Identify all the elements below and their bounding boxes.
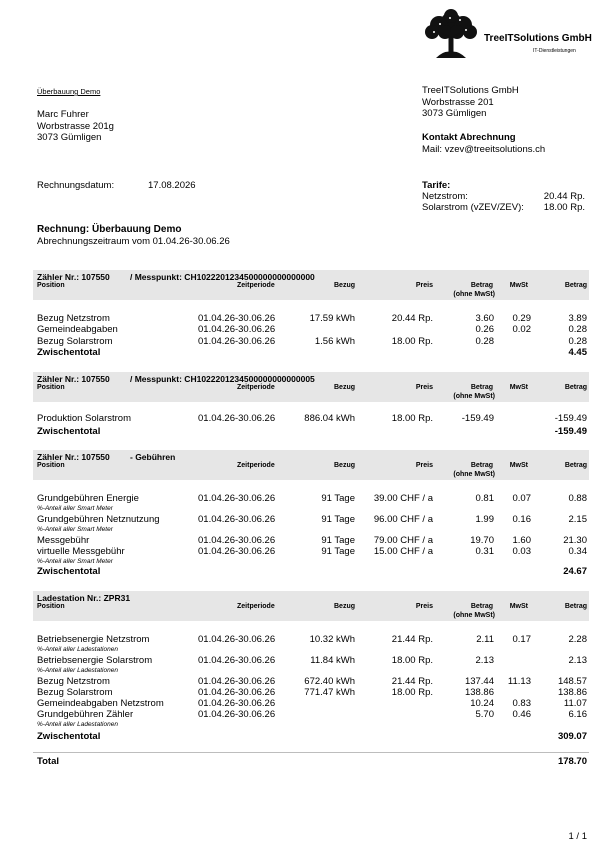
cell-per: 01.04.26-30.06.26 <box>198 514 276 525</box>
total-value: 178.70 <box>557 756 587 767</box>
cell-bet: 138.86 <box>464 687 494 698</box>
date-value: 17.08.2026 <box>148 180 196 191</box>
cell-mwst: 0.16 <box>512 514 531 525</box>
column-header-amount: Betrag <box>470 384 493 391</box>
cell-pre: 39.00 CHF / a <box>373 493 433 504</box>
cell-pos: Messgebühr <box>37 535 90 546</box>
cell-pos: Bezug Solarstrom <box>37 687 113 698</box>
cell-per: 01.04.26-30.06.26 <box>198 535 276 546</box>
subtotal-value: 309.07 <box>557 731 587 742</box>
column-header-period: Zeitperiode <box>237 384 275 391</box>
cell-mwst: 0.17 <box>512 634 531 645</box>
cell-tot: 2.15 <box>568 514 587 525</box>
cell-mwst: 0.03 <box>512 546 531 557</box>
cell-bez: 91 Tage <box>321 493 355 504</box>
cell-pre: 18.00 Rp. <box>391 655 433 666</box>
cell-bez: 17.59 kWh <box>309 313 355 324</box>
table-row <box>33 546 589 557</box>
table-row <box>33 687 589 698</box>
cell-tot: 2.13 <box>568 655 587 666</box>
cell-bez: 1.56 kWh <box>314 336 355 347</box>
page-number: 1 / 1 <box>568 831 587 842</box>
subtotal-value: -159.49 <box>554 426 587 437</box>
cell-pre: 15.00 CHF / a <box>373 546 433 557</box>
cell-pos: Betriebsenergie Solarstrom <box>37 655 153 666</box>
subtotal-label: Zwischentotal <box>37 731 101 742</box>
tarife-value-1: 20.44 Rp. <box>543 191 585 202</box>
table-row <box>33 634 589 645</box>
cell-bez: 11.84 kWh <box>310 655 355 666</box>
total-divider <box>33 752 589 753</box>
cell-per: 01.04.26-30.06.26 <box>198 324 276 335</box>
cell-tot: 2.28 <box>568 634 587 645</box>
total-label: Total <box>37 756 59 767</box>
cell-per: 01.04.26-30.06.26 <box>198 676 276 687</box>
cell-pre: 18.00 Rp. <box>391 413 433 424</box>
cell-bet: 19.70 <box>470 535 494 546</box>
column-header-amount-sub: (ohne MwSt) <box>453 612 495 619</box>
cell-bet: 2.13 <box>475 655 494 666</box>
cell-tot: 21.30 <box>563 535 587 546</box>
column-header-amount: Betrag <box>470 282 493 289</box>
cell-bez: 91 Tage <box>321 546 355 557</box>
cell-pos: Gemeindeabgaben <box>37 324 118 335</box>
cell-pre: 79.00 CHF / a <box>373 535 433 546</box>
section-title: Ladestation Nr.: ZPR31 <box>37 593 131 603</box>
cell-bet: 0.81 <box>475 493 494 504</box>
cell-per: 01.04.26-30.06.26 <box>198 687 276 698</box>
section-subtitle: / Messpunkt: CH1022201234500000000000000 <box>130 272 315 282</box>
column-header-vat: MwSt <box>509 282 528 289</box>
table-row <box>33 493 589 504</box>
cell-pre: 18.00 Rp. <box>391 336 433 347</box>
subtotal-value: 4.45 <box>568 347 587 358</box>
cell-per: 01.04.26-30.06.26 <box>198 313 276 324</box>
cell-mwst: 1.60 <box>512 535 531 546</box>
cell-bet: 1.99 <box>475 514 494 525</box>
subtotal-label: Zwischentotal <box>37 347 101 358</box>
column-header-amount-sub: (ohne MwSt) <box>453 471 495 478</box>
cell-per: 01.04.26-30.06.26 <box>198 709 276 720</box>
cell-tot: 0.28 <box>568 324 587 335</box>
cell-tot: -159.49 <box>554 413 587 424</box>
table-row <box>33 698 589 709</box>
table-row <box>33 336 589 347</box>
cell-bet: 0.31 <box>475 546 494 557</box>
subtotal-label: Zwischentotal <box>37 566 101 577</box>
cell-pre: 18.00 Rp. <box>391 687 433 698</box>
table-row <box>33 324 589 335</box>
section-header <box>33 450 589 480</box>
cell-pre: 21.44 Rp. <box>391 634 433 645</box>
column-header-usage: Bezug <box>334 384 355 391</box>
column-header-amount: Betrag <box>470 462 493 469</box>
column-header-period: Zeitperiode <box>237 282 275 289</box>
contact-block: Kontakt Abrechnung Mail: vzev@treeitsolutions.ch <box>422 132 546 155</box>
cell-bez: 886.04 kWh <box>304 413 355 424</box>
cell-pre: 96.00 CHF / a <box>373 514 433 525</box>
column-header-total: Betrag <box>564 384 587 391</box>
column-header-price: Preis <box>415 603 433 610</box>
recipient-address: Marc Fuhrer Worbstrasse 201g 3073 Gümligen <box>37 109 114 143</box>
cell-mwst: 0.83 <box>512 698 531 709</box>
cell-pos: Grundgebühren Energie <box>37 493 139 504</box>
tarife-value-2: 18.00 Rp. <box>543 202 585 213</box>
section-subtitle: - Gebühren <box>130 452 176 462</box>
cell-bet: 5.70 <box>475 709 494 720</box>
cell-per: 01.04.26-30.06.26 <box>198 413 276 424</box>
cell-bez: 91 Tage <box>321 514 355 525</box>
cell-bez: 672.40 kWh <box>304 676 355 687</box>
section-subtitle: / Messpunkt: CH1022201234500000000000005 <box>130 374 315 384</box>
table-row <box>33 676 589 687</box>
cell-tot: 0.28 <box>568 336 587 347</box>
cell-bet: 3.60 <box>475 313 494 324</box>
column-header-amount-sub: (ohne MwSt) <box>453 291 495 298</box>
column-header-total: Betrag <box>564 282 587 289</box>
column-header-period: Zeitperiode <box>237 462 275 469</box>
invoice-title: Rechnung: Überbauung Demo <box>37 224 182 235</box>
cell-pos: Grundgebühren Netznutzung <box>37 514 160 525</box>
cell-per: 01.04.26-30.06.26 <box>198 493 276 504</box>
column-header-amount: Betrag <box>470 603 493 610</box>
table-row <box>33 535 589 546</box>
tarife-title: Tarife: <box>422 180 451 191</box>
column-header-price: Preis <box>415 384 433 391</box>
column-header-total: Betrag <box>564 462 587 469</box>
cell-tot: 0.88 <box>568 493 587 504</box>
billing-period: Abrechnungszeitraum vom 01.04.26-30.06.26 <box>37 236 230 247</box>
cell-pos: Bezug Netzstrom <box>37 676 110 687</box>
table-row <box>33 514 589 525</box>
cell-bez: 10.32 kWh <box>309 634 355 645</box>
cell-tot: 6.16 <box>568 709 587 720</box>
cell-mwst: 11.13 <box>507 676 531 687</box>
cell-pos: Bezug Solarstrom <box>37 336 113 347</box>
cell-pos: Grundgebühren Zähler <box>37 709 134 720</box>
date-label: Rechnungsdatum: <box>37 180 115 191</box>
cell-pos: Bezug Netzstrom <box>37 313 110 324</box>
contact-mail: Mail: vzev@treeitsolutions.ch <box>422 143 546 155</box>
company-tagline: IT-Dienstleistungen <box>533 48 576 54</box>
table-row <box>33 313 589 324</box>
tree-logo-icon <box>420 8 482 60</box>
column-header-position: Position <box>37 603 65 610</box>
column-header-usage: Bezug <box>334 462 355 469</box>
cell-bez: 771.47 kWh <box>304 687 355 698</box>
cell-bet: 0.26 <box>475 324 494 335</box>
cell-bet: 0.28 <box>475 336 494 347</box>
column-header-vat: MwSt <box>509 603 528 610</box>
row-note: %-Anteil aller Smart Meter <box>37 526 113 533</box>
column-header-vat: MwSt <box>509 462 528 469</box>
row-note: %-Anteil aller Smart Meter <box>37 505 113 512</box>
tarife-label-1: Netzstrom: <box>422 191 468 202</box>
tarife-label-2: Solarstrom (vZEV/ZEV): <box>422 202 524 213</box>
cell-per: 01.04.26-30.06.26 <box>198 546 276 557</box>
row-note: %-Anteil aller Smart Meter <box>37 558 113 565</box>
cell-pos: Gemeindeabgaben Netzstrom <box>37 698 164 709</box>
column-header-position: Position <box>37 282 65 289</box>
section-title: Zähler Nr.: 107550 <box>37 374 110 384</box>
cell-mwst: 0.29 <box>512 313 531 324</box>
cell-pos: Produktion Solarstrom <box>37 413 131 424</box>
cell-tot: 11.07 <box>563 698 587 709</box>
issuer-address: TreeITSolutions GmbH Worbstrasse 201 3073 Gümligen <box>422 85 519 119</box>
column-header-position: Position <box>37 384 65 391</box>
row-note: %-Anteil aller Ladestationen <box>37 667 118 674</box>
column-header-price: Preis <box>415 462 433 469</box>
table-row <box>33 709 589 720</box>
cell-bet: 10.24 <box>470 698 494 709</box>
column-header-period: Zeitperiode <box>237 603 275 610</box>
subtotal-value: 24.67 <box>563 566 587 577</box>
column-header-usage: Bezug <box>334 603 355 610</box>
cell-mwst: 0.46 <box>512 709 531 720</box>
section-title: Zähler Nr.: 107550 <box>37 452 110 462</box>
cell-pre: 20.44 Rp. <box>391 313 433 324</box>
column-header-vat: MwSt <box>509 384 528 391</box>
cell-tot: 148.57 <box>557 676 587 687</box>
row-note: %-Anteil aller Ladestationen <box>37 721 118 728</box>
column-header-price: Preis <box>415 282 433 289</box>
cell-bet: 2.11 <box>476 634 494 645</box>
subtotal-label: Zwischentotal <box>37 426 101 437</box>
cell-pos: Betriebsenergie Netzstrom <box>37 634 150 645</box>
table-row <box>33 655 589 666</box>
cell-pos: virtuelle Messgebühr <box>37 546 125 557</box>
cell-tot: 0.34 <box>568 546 587 557</box>
cell-per: 01.04.26-30.06.26 <box>198 336 276 347</box>
cell-bet: 137.44 <box>464 676 494 687</box>
cell-tot: 3.89 <box>568 313 587 324</box>
cell-tot: 138.86 <box>557 687 587 698</box>
section-title: Zähler Nr.: 107550 <box>37 272 110 282</box>
cell-mwst: 0.07 <box>512 493 531 504</box>
column-header-amount-sub: (ohne MwSt) <box>453 393 495 400</box>
cell-per: 01.04.26-30.06.26 <box>198 655 276 666</box>
cell-per: 01.04.26-30.06.26 <box>198 698 276 709</box>
cell-mwst: 0.02 <box>512 324 531 335</box>
cell-pre: 21.44 Rp. <box>391 676 433 687</box>
cell-bet: -159.49 <box>461 413 494 424</box>
sender-line: Überbauung Demo <box>37 87 101 96</box>
column-header-total: Betrag <box>564 603 587 610</box>
row-note: %-Anteil aller Ladestationen <box>37 646 118 653</box>
cell-bez: 91 Tage <box>321 535 355 546</box>
column-header-usage: Bezug <box>334 282 355 289</box>
column-header-position: Position <box>37 462 65 469</box>
table-row <box>33 413 589 424</box>
cell-per: 01.04.26-30.06.26 <box>198 634 276 645</box>
company-name: TreeITSolutions GmbH <box>484 33 592 44</box>
